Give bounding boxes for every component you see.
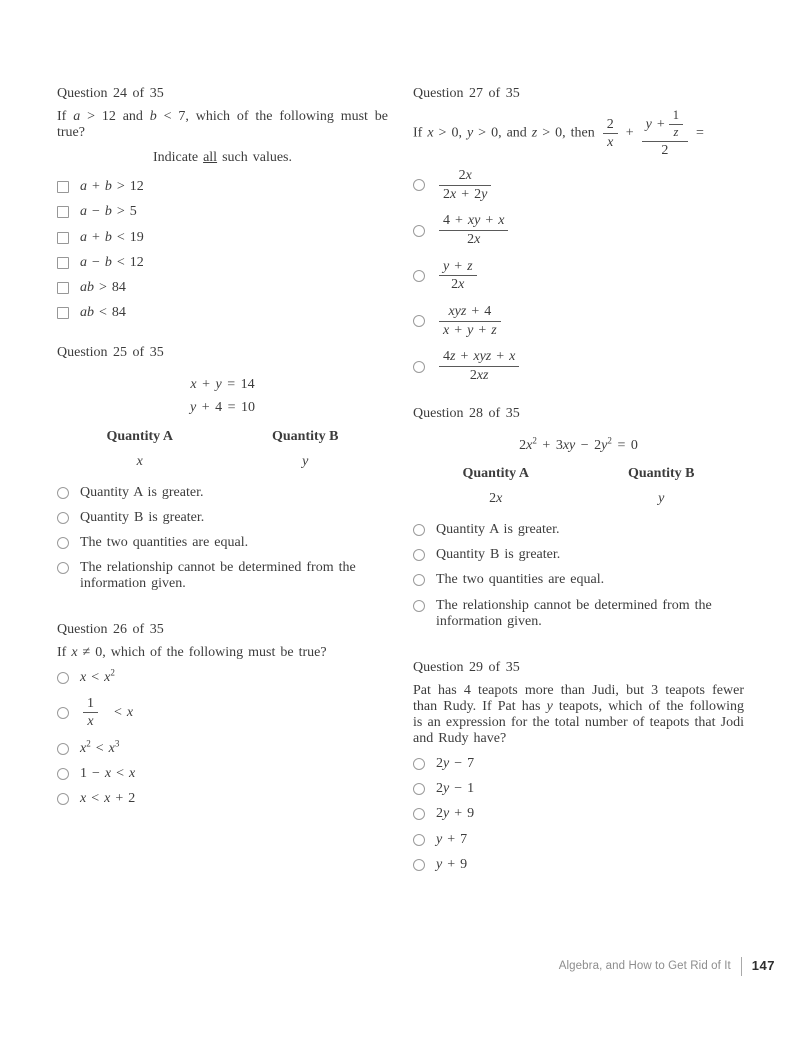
radio-icon[interactable] bbox=[57, 743, 69, 755]
fraction-denominator: 2 bbox=[642, 141, 688, 158]
fraction-numerator: 1 bbox=[672, 108, 680, 123]
question-29 bbox=[413, 660, 744, 873]
answer-option[interactable] bbox=[57, 179, 388, 195]
fraction bbox=[439, 213, 508, 247]
option-label: Quantity B is greater. bbox=[436, 547, 561, 563]
fraction-denominator: 2x + 2y bbox=[439, 185, 491, 203]
answer-option[interactable] bbox=[57, 230, 388, 246]
radio-icon[interactable] bbox=[413, 179, 425, 191]
equation: $2x^2 + 3xy - 2y^2 = 0$ bbox=[519, 435, 638, 453]
radio-icon[interactable] bbox=[413, 758, 425, 770]
chapter-title: Algebra, and How to Get Rid of It bbox=[558, 959, 731, 972]
answer-option[interactable] bbox=[57, 510, 388, 526]
answer-option[interactable] bbox=[57, 204, 388, 220]
answer-option[interactable] bbox=[57, 738, 388, 757]
fraction bbox=[642, 109, 688, 158]
answer-option[interactable] bbox=[57, 791, 388, 807]
question-29-header: Question 29 of 35 bbox=[413, 659, 520, 675]
answer-option[interactable] bbox=[57, 280, 388, 296]
quantity-b-label: Quantity B bbox=[271, 428, 339, 444]
checkbox-icon[interactable] bbox=[57, 206, 69, 218]
fraction-numerator: 4z + xyz + x bbox=[443, 349, 516, 365]
question-28-equation bbox=[413, 436, 744, 456]
quantity-a-label: Quantity A bbox=[462, 466, 529, 482]
right-column bbox=[413, 86, 744, 882]
answer-option[interactable] bbox=[57, 485, 388, 501]
answer-option[interactable] bbox=[413, 522, 744, 538]
fraction-denominator: x bbox=[603, 133, 618, 150]
option-label: 2y − 1 bbox=[436, 781, 475, 797]
radio-icon[interactable] bbox=[413, 315, 425, 327]
question-27-header: Question 27 of 35 bbox=[413, 86, 520, 101]
option-label: The two quantities are equal. bbox=[436, 572, 605, 588]
option-label: $x < x^2$ bbox=[80, 667, 115, 686]
page-number: 147 bbox=[751, 958, 775, 974]
fraction-numerator: 2 bbox=[606, 116, 614, 132]
fraction bbox=[83, 696, 98, 730]
fraction-numerator: 1 bbox=[87, 695, 94, 711]
fraction-denominator: 2x bbox=[439, 230, 508, 248]
radio-icon[interactable] bbox=[413, 361, 425, 373]
equation: x + y = 14 bbox=[190, 377, 255, 393]
radio-icon[interactable] bbox=[57, 487, 69, 499]
question-24-stem: If a > 12 and b < 7, which of the following must be true? bbox=[57, 109, 389, 141]
fraction-numerator: 2x bbox=[458, 167, 472, 183]
numerator-text: y + bbox=[645, 116, 665, 132]
radio-icon[interactable] bbox=[413, 524, 425, 536]
option-label: The two quantities are equal. bbox=[80, 535, 249, 550]
quantity-a-label: Quantity A bbox=[106, 428, 173, 444]
radio-icon[interactable] bbox=[413, 549, 425, 561]
radio-icon[interactable] bbox=[57, 672, 69, 684]
answer-option[interactable] bbox=[57, 667, 388, 686]
question-24-header: Question 24 of 35 bbox=[57, 86, 164, 101]
quantity-values bbox=[57, 454, 388, 470]
option-label: ab > 84 bbox=[80, 279, 126, 295]
option-label: x < x + 2 bbox=[80, 791, 136, 807]
plus-operator: + bbox=[625, 125, 634, 141]
answer-option[interactable] bbox=[413, 213, 744, 247]
checkbox-icon[interactable] bbox=[57, 232, 69, 244]
answer-option[interactable] bbox=[413, 598, 744, 630]
option-label: Quantity A is greater. bbox=[80, 484, 204, 500]
quantity-a-value: 2x bbox=[489, 491, 503, 507]
radio-icon[interactable] bbox=[57, 768, 69, 780]
option-label: The relationship cannot be determined from the information given. bbox=[436, 597, 712, 629]
radio-icon[interactable] bbox=[57, 512, 69, 524]
quantity-values bbox=[413, 491, 744, 507]
question-25-equations bbox=[57, 375, 388, 419]
option-label: y + 9 bbox=[436, 856, 468, 872]
fraction-numerator: 4 + xy + x bbox=[443, 213, 505, 229]
option-label: 2y + 9 bbox=[436, 806, 475, 822]
answer-option[interactable] bbox=[57, 535, 388, 551]
option-label: y + 7 bbox=[436, 831, 468, 847]
left-column bbox=[57, 86, 388, 882]
fraction-numerator: xyz + 4 bbox=[448, 304, 492, 320]
question-25 bbox=[57, 345, 388, 592]
answer-option[interactable] bbox=[413, 572, 744, 588]
page-footer bbox=[559, 957, 775, 976]
quantity-a-value: x bbox=[136, 453, 143, 469]
fraction-numerator: y + z bbox=[443, 258, 473, 274]
option-label: Quantity B is greater. bbox=[80, 509, 205, 525]
option-label: ab < 84 bbox=[80, 304, 126, 320]
quantity-labels bbox=[413, 466, 744, 482]
question-27-stem bbox=[413, 109, 744, 158]
fraction bbox=[439, 349, 519, 383]
equation: y + 4 = 10 bbox=[189, 400, 255, 416]
fraction-denominator: z bbox=[669, 124, 683, 140]
fraction bbox=[439, 304, 501, 338]
answer-option[interactable] bbox=[413, 781, 744, 797]
option-label: $x^2 < x^3$ bbox=[80, 738, 120, 756]
quantity-b-label: Quantity B bbox=[627, 466, 695, 482]
checkbox-icon[interactable] bbox=[57, 257, 69, 269]
option-label: a + b > 12 bbox=[80, 179, 144, 195]
radio-icon[interactable] bbox=[413, 270, 425, 282]
answer-option[interactable] bbox=[57, 255, 388, 271]
radio-icon[interactable] bbox=[413, 859, 425, 871]
answer-option[interactable] bbox=[413, 806, 744, 822]
question-25-header: Question 25 of 35 bbox=[57, 344, 164, 360]
answer-option[interactable] bbox=[413, 168, 744, 202]
fraction-denominator: x bbox=[83, 712, 98, 730]
question-24 bbox=[57, 86, 388, 321]
option-label: 1 − x < x bbox=[80, 766, 136, 781]
question-29-stem: Pat has 4 teapots more than Judi, but 3 teapots fewer than Rudy. If Pat has y teapots, which of the following is an expression for the total number of teapots that Jodi and Rudy have? bbox=[413, 682, 744, 747]
footer-divider bbox=[741, 957, 742, 976]
answer-option[interactable] bbox=[413, 756, 744, 772]
nested-fraction bbox=[669, 109, 683, 140]
fraction bbox=[439, 259, 477, 293]
answer-option[interactable] bbox=[57, 696, 388, 730]
question-28-header: Question 28 of 35 bbox=[413, 405, 520, 421]
fraction bbox=[603, 117, 618, 151]
answer-option[interactable] bbox=[413, 857, 744, 873]
fraction bbox=[439, 168, 491, 202]
answer-option[interactable] bbox=[413, 304, 744, 338]
fraction-denominator: 2xz bbox=[439, 366, 519, 384]
quantity-b-value: y bbox=[302, 453, 309, 469]
radio-icon[interactable] bbox=[57, 537, 69, 549]
stem-text: If x > 0, y > 0, and z > 0, then bbox=[413, 125, 595, 141]
option-label: Quantity A is greater. bbox=[436, 522, 560, 538]
question-27 bbox=[413, 86, 744, 384]
radio-icon[interactable] bbox=[413, 600, 425, 612]
fraction-denominator: x + y + z bbox=[439, 321, 501, 339]
quantity-b-value: y bbox=[658, 491, 665, 507]
radio-icon[interactable] bbox=[413, 225, 425, 237]
option-label: a + b < 19 bbox=[80, 229, 144, 245]
quantity-labels bbox=[57, 429, 388, 445]
answer-option[interactable] bbox=[413, 349, 744, 383]
option-label: < x bbox=[114, 704, 134, 720]
radio-icon[interactable] bbox=[57, 562, 69, 574]
fraction-numerator bbox=[642, 109, 688, 141]
answer-option[interactable] bbox=[413, 259, 744, 293]
fraction-denominator: 2x bbox=[439, 275, 477, 293]
equals-sign: = bbox=[696, 125, 704, 141]
checkbox-icon[interactable] bbox=[57, 282, 69, 294]
option-label: The relationship cannot be determined from the information given. bbox=[80, 560, 356, 592]
answer-option[interactable] bbox=[57, 305, 388, 321]
answer-option[interactable] bbox=[413, 832, 744, 848]
option-label: a − b < 12 bbox=[80, 254, 144, 270]
question-26-stem: If x ≠ 0, which of the following must be true? bbox=[57, 645, 327, 661]
answer-option[interactable] bbox=[413, 547, 744, 563]
question-26 bbox=[57, 622, 388, 807]
answer-option[interactable] bbox=[57, 766, 388, 782]
radio-icon[interactable] bbox=[413, 783, 425, 795]
radio-icon[interactable] bbox=[57, 793, 69, 805]
radio-icon[interactable] bbox=[413, 574, 425, 586]
checkbox-icon[interactable] bbox=[57, 307, 69, 319]
answer-option[interactable] bbox=[57, 560, 388, 592]
radio-icon[interactable] bbox=[413, 834, 425, 846]
question-28 bbox=[413, 406, 744, 630]
radio-icon[interactable] bbox=[413, 808, 425, 820]
checkbox-icon[interactable] bbox=[57, 181, 69, 193]
option-label: a − b > 5 bbox=[80, 204, 137, 220]
option-label: 2y − 7 bbox=[436, 756, 475, 772]
question-24-instruction: Indicate all such values. bbox=[152, 150, 293, 166]
question-26-header: Question 26 of 35 bbox=[57, 622, 164, 638]
radio-icon[interactable] bbox=[57, 707, 69, 719]
